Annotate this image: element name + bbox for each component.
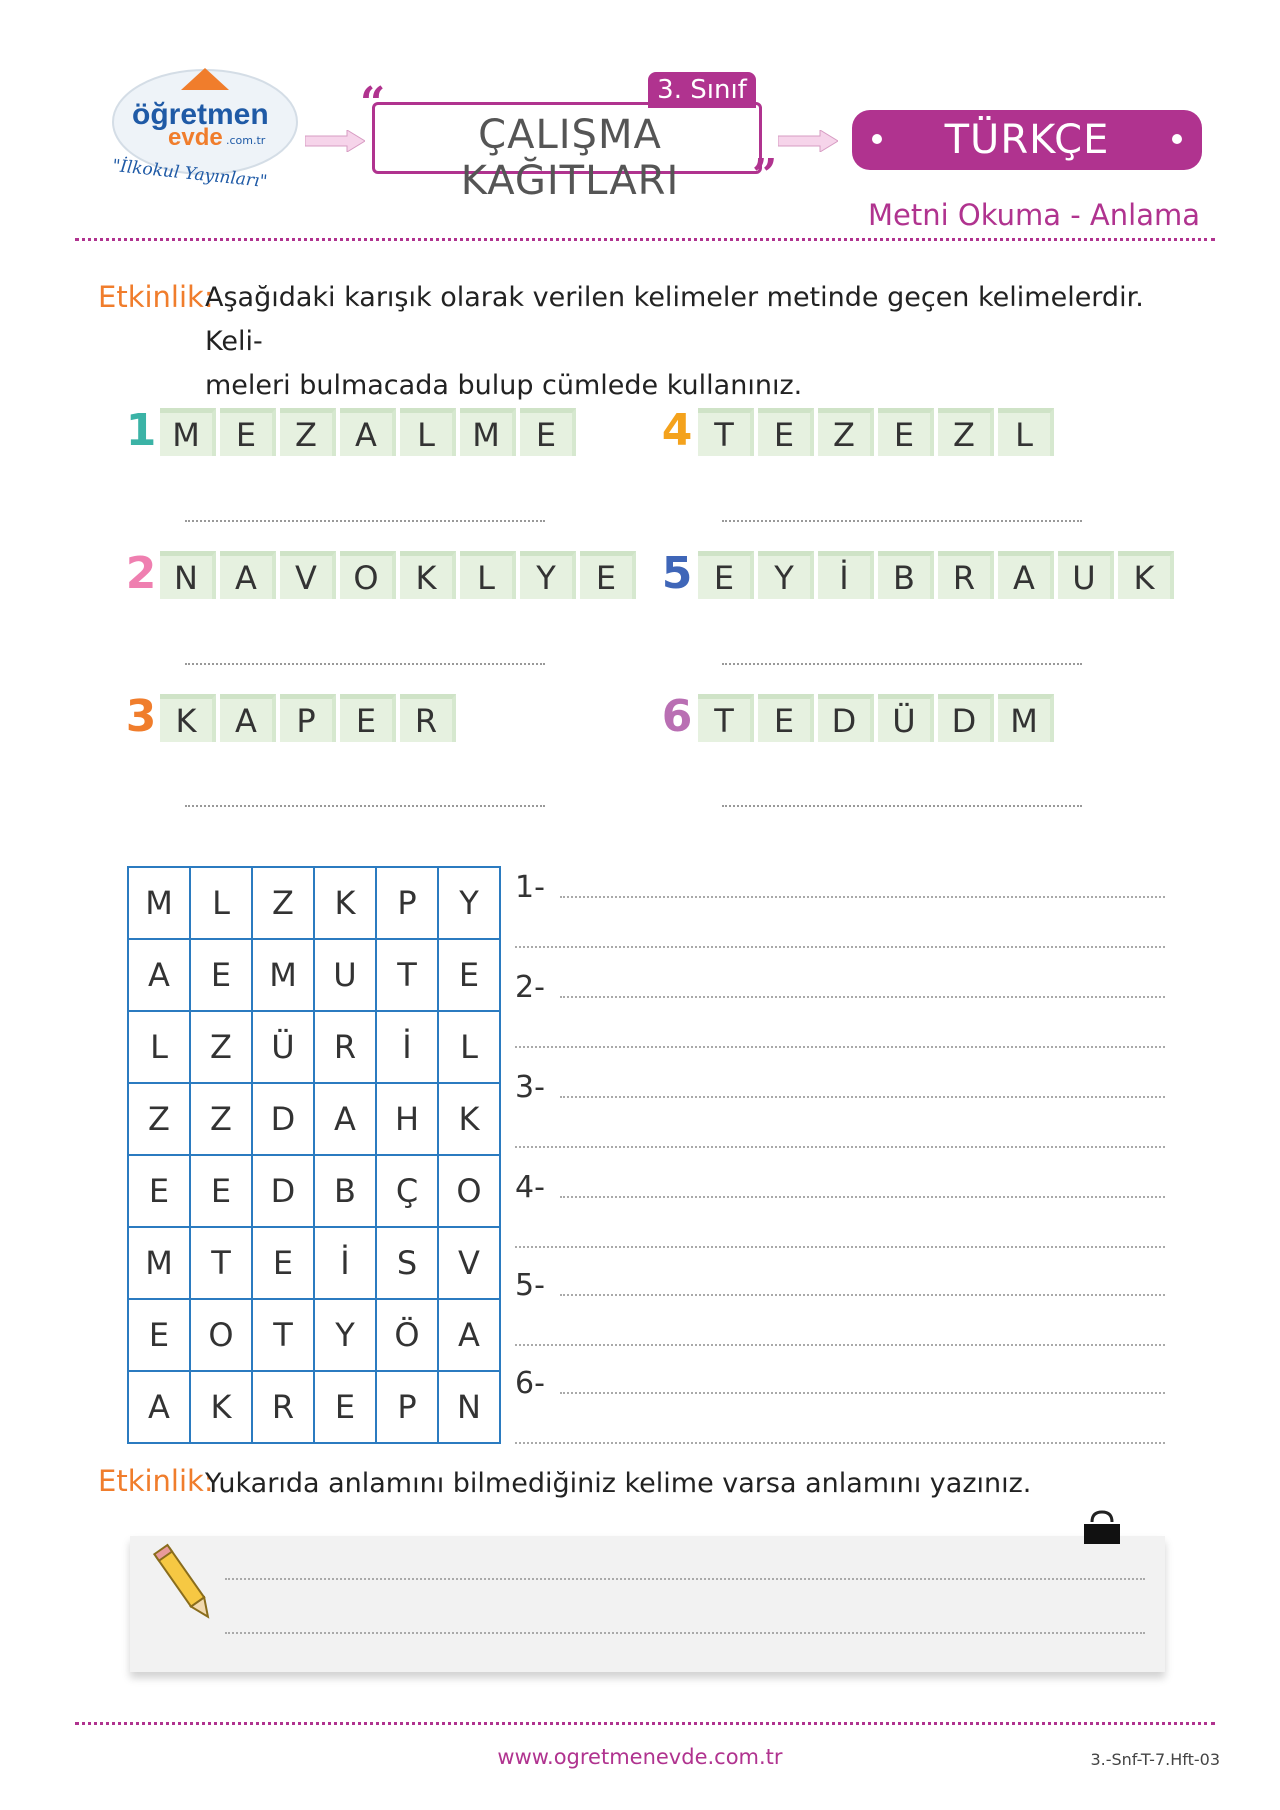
subject-badge (852, 110, 1202, 170)
letter-tile: T (698, 694, 754, 742)
letter-tile: Z (938, 408, 994, 456)
letter-tile: Z (818, 408, 874, 456)
instruction-line: meleri bulmacada bulup cümlede kullanınız. (205, 370, 803, 401)
letter-tile: D (818, 694, 874, 742)
letter-tile: A (220, 551, 276, 599)
sentence-number: 5- (515, 1268, 545, 1303)
letter-tile: O (340, 551, 396, 599)
arrow-icon (778, 130, 838, 152)
letter-tile: K (400, 551, 456, 599)
sentence-line (515, 1344, 1165, 1346)
grid-cell: K (314, 867, 376, 939)
grid-cell: A (314, 1083, 376, 1155)
answer-line (185, 663, 545, 665)
grid-cell: K (438, 1083, 500, 1155)
letter-tile: Z (280, 408, 336, 456)
activity-instruction: Yukarıda anlamını bilmediğiniz kelime varsa anlamını yazınız. (205, 1468, 1032, 1499)
instruction-line: Aşağıdaki karışık olarak verilen kelimeler metinde geçen kelimelerdir. Keli- (205, 282, 1144, 357)
grid-cell: M (128, 867, 190, 939)
answer-line (185, 805, 545, 807)
letter-tile: Y (758, 551, 814, 599)
activity-label: Etkinlik: (98, 280, 214, 314)
letter-tile: M (460, 408, 516, 456)
note-paper (130, 1536, 1165, 1672)
grid-cell: E (128, 1155, 190, 1227)
grid-cell: D (252, 1155, 314, 1227)
grid-cell: R (252, 1371, 314, 1443)
grid-cell: E (128, 1299, 190, 1371)
grid-cell: E (438, 939, 500, 1011)
pencil-icon (150, 1542, 220, 1630)
note-line (225, 1632, 1145, 1634)
grid-cell: Z (190, 1083, 252, 1155)
letter-tile: B (878, 551, 934, 599)
letter-tile: E (220, 408, 276, 456)
letter-tile: E (698, 551, 754, 599)
letter-tile: E (340, 694, 396, 742)
sentence-number: 1- (515, 870, 545, 905)
grid-cell: A (128, 1371, 190, 1443)
footer-document-code: 3.-Snf-T-7.Hft-03 (1090, 1750, 1220, 1769)
grid-cell: Z (128, 1083, 190, 1155)
letter-tile: A (998, 551, 1054, 599)
grid-cell: Ç (376, 1155, 438, 1227)
letter-tile: E (758, 408, 814, 456)
grid-cell: A (438, 1299, 500, 1371)
footer-divider (75, 1722, 1215, 1725)
sentence-number: 4- (515, 1170, 545, 1205)
activity-instruction (205, 276, 1205, 408)
scrambled-word-6 (698, 694, 1054, 742)
footer-website-link[interactable]: www.ogretmenevde.com.tr (497, 1745, 783, 1769)
letter-tile: İ (818, 551, 874, 599)
subject-label: TÜRKÇE (944, 117, 1110, 163)
grid-cell: B (314, 1155, 376, 1227)
scrambled-word-5 (698, 551, 1174, 599)
letter-tile: K (1118, 551, 1174, 599)
grid-cell: E (190, 939, 252, 1011)
grid-cell: Ö (376, 1299, 438, 1371)
grid-cell: T (190, 1227, 252, 1299)
letter-tile: Y (520, 551, 576, 599)
grid-cell: A (128, 939, 190, 1011)
grid-cell: M (128, 1227, 190, 1299)
grid-cell: D (252, 1083, 314, 1155)
grid-cell: Z (190, 1011, 252, 1083)
sentence-line (515, 1246, 1165, 1248)
bullet-icon (1172, 134, 1182, 144)
number-2-icon: 2 (125, 548, 157, 599)
bullet-icon (872, 134, 882, 144)
sentence-line (560, 1392, 1165, 1394)
grid-cell: E (190, 1155, 252, 1227)
letter-tile: N (160, 551, 216, 599)
grid-row (128, 867, 500, 939)
number-5-icon: 5 (661, 548, 693, 599)
grid-cell: P (376, 867, 438, 939)
sentence-number: 3- (515, 1070, 545, 1105)
sentence-number: 2- (515, 970, 545, 1005)
scrambled-word-2 (160, 551, 636, 599)
word-search-grid (127, 866, 501, 1444)
grid-row (128, 1299, 500, 1371)
logo-tagline: "İlkokul Yayınları" (111, 155, 269, 193)
grid-cell: R (314, 1011, 376, 1083)
letter-tile: U (1058, 551, 1114, 599)
grid-row (128, 1011, 500, 1083)
letter-tile: E (580, 551, 636, 599)
grid-cell: İ (376, 1011, 438, 1083)
letter-tile: E (758, 694, 814, 742)
scrambled-word-1 (160, 408, 576, 456)
grid-row (128, 1083, 500, 1155)
grade-tab: 3. Sınıf (648, 72, 756, 108)
grid-cell: L (190, 867, 252, 939)
letter-tile: R (938, 551, 994, 599)
grid-cell: L (438, 1011, 500, 1083)
logo-domain: .com.tr (226, 134, 266, 147)
letter-tile: D (938, 694, 994, 742)
letter-tile: L (400, 408, 456, 456)
grid-cell: M (252, 939, 314, 1011)
letter-tile: A (340, 408, 396, 456)
arrow-icon (305, 130, 365, 152)
grid-row (128, 1371, 500, 1443)
sentence-number: 6- (515, 1366, 545, 1401)
grid-cell: E (252, 1227, 314, 1299)
grid-row (128, 939, 500, 1011)
number-1-icon: 1 (125, 405, 157, 456)
grid-cell: P (376, 1371, 438, 1443)
open-quote-icon: “ (360, 78, 386, 129)
sentence-line (560, 996, 1165, 998)
grid-cell: L (128, 1011, 190, 1083)
grid-cell: Z (252, 867, 314, 939)
letter-tile: P (280, 694, 336, 742)
grid-row (128, 1227, 500, 1299)
binder-clip-icon (1082, 1510, 1122, 1550)
scrambled-word-3 (160, 694, 456, 742)
page-title: ÇALIŞMA KAĞITLARI (460, 112, 680, 204)
sentence-line (560, 896, 1165, 898)
grid-cell: T (376, 939, 438, 1011)
grid-cell: T (252, 1299, 314, 1371)
letter-tile: E (878, 408, 934, 456)
sentence-line (560, 1294, 1165, 1296)
letter-tile: L (998, 408, 1054, 456)
grid-cell: H (376, 1083, 438, 1155)
grid-cell: O (438, 1155, 500, 1227)
number-4-icon: 4 (661, 405, 693, 456)
answer-line (722, 663, 1082, 665)
letter-tile: M (998, 694, 1054, 742)
number-3-icon: 3 (125, 691, 157, 742)
letter-tile: K (160, 694, 216, 742)
letter-tile: L (460, 551, 516, 599)
grid-row (128, 1155, 500, 1227)
grid-cell: S (376, 1227, 438, 1299)
sentence-line (515, 1146, 1165, 1148)
number-6-icon: 6 (661, 691, 693, 742)
scrambled-word-4 (698, 408, 1054, 456)
answer-line (185, 520, 545, 522)
sentence-line (515, 946, 1165, 948)
grid-cell: U (314, 939, 376, 1011)
answer-line (722, 805, 1082, 807)
grid-cell: Ü (252, 1011, 314, 1083)
letter-tile: A (220, 694, 276, 742)
grid-cell: E (314, 1371, 376, 1443)
letter-tile: T (698, 408, 754, 456)
page-subtitle: Metni Okuma - Anlama (868, 198, 1200, 232)
sentence-line (560, 1096, 1165, 1098)
grid-cell: İ (314, 1227, 376, 1299)
activity-label: Etkinlik: (98, 1464, 214, 1498)
logo-word-ogretmen: öğretmen (132, 98, 269, 131)
grid-cell: O (190, 1299, 252, 1371)
grid-cell: Y (314, 1299, 376, 1371)
letter-tile: M (160, 408, 216, 456)
letter-tile: R (400, 694, 456, 742)
note-line (225, 1578, 1145, 1580)
grid-cell: N (438, 1371, 500, 1443)
letter-tile: E (520, 408, 576, 456)
letter-tile: V (280, 551, 336, 599)
letter-tile: Ü (878, 694, 934, 742)
sentence-line (560, 1196, 1165, 1198)
logo-word-evde: evde (168, 124, 223, 151)
close-quote-icon: ” (752, 150, 778, 201)
header-divider (75, 238, 1215, 241)
grid-cell: V (438, 1227, 500, 1299)
sentence-line (515, 1442, 1165, 1444)
sentence-line (515, 1046, 1165, 1048)
grid-cell: Y (438, 867, 500, 939)
answer-line (722, 520, 1082, 522)
grid-cell: K (190, 1371, 252, 1443)
